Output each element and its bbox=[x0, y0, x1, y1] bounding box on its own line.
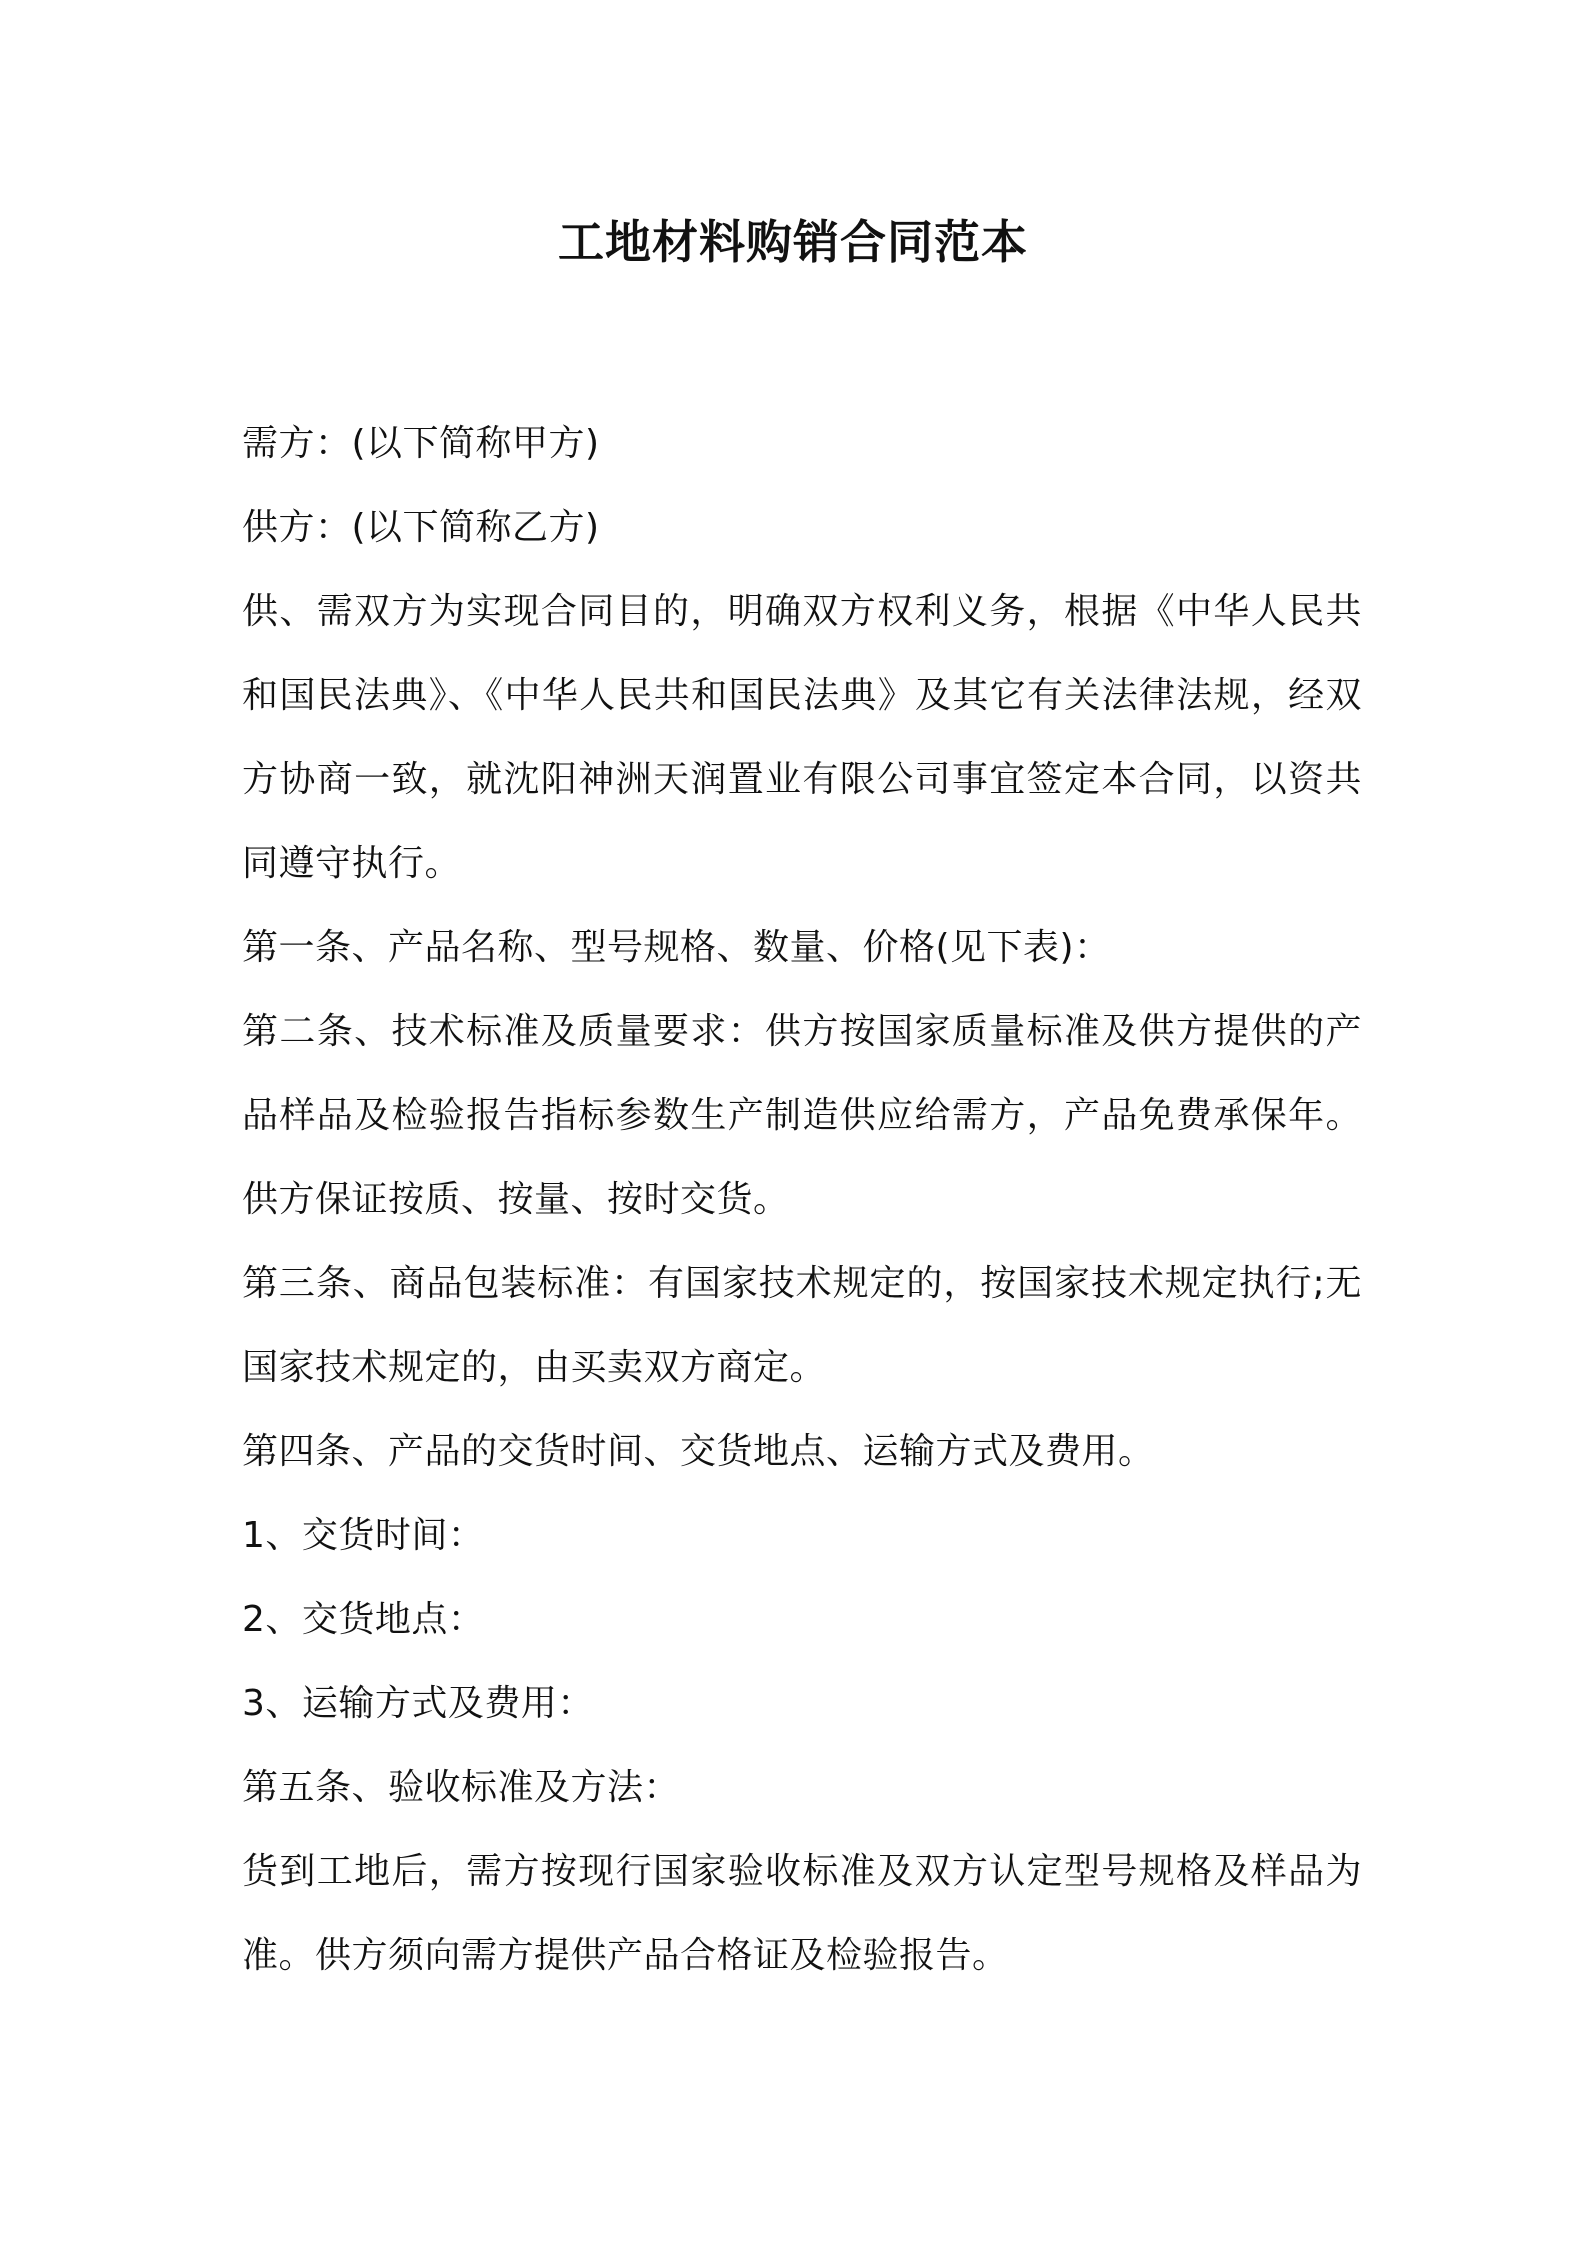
preamble-paragraph: 供、需双方为实现合同目的，明确双方权利义务，根据《中华人民共和国民法典》、《中华人民共和国民法典》及其它有关法律法规，经双方协商一致，就沈阳神洲天润置业有限公司事宜签定本合同，以资共同遵守执行。 bbox=[242, 591, 1362, 884]
article-2: 第二条、技术标准及质量要求：供方按国家质量标准及供方提供的产品样品及检验报告指标参数生产制造供应给需方，产品免费承保年。供方保证按质、按量、按时交货。 bbox=[242, 1011, 1362, 1220]
article-4: 第四条、产品的交货时间、交货地点、运输方式及费用。 bbox=[242, 1431, 1155, 1472]
party-a-line: 需方：(以下简称甲方) bbox=[242, 423, 600, 464]
delivery-location-item: 2、交货地点： bbox=[242, 1599, 485, 1640]
transport-cost-item: 3、运输方式及费用： bbox=[242, 1683, 594, 1724]
article-1: 第一条、产品名称、型号规格、数量、价格(见下表)： bbox=[242, 927, 1111, 968]
article-5: 第五条、验收标准及方法： bbox=[242, 1767, 681, 1808]
article-3: 第三条、商品包装标准：有国家技术规定的，按国家技术规定执行;无国家技术规定的，由买卖双方商定。 bbox=[242, 1263, 1362, 1388]
delivery-time-item: 1、交货时间： bbox=[242, 1515, 485, 1556]
party-b-line: 供方：(以下简称乙方) bbox=[242, 507, 600, 548]
acceptance-paragraph: 货到工地后，需方按现行国家验收标准及双方认定型号规格及样品为准。供方须向需方提供产品合格证及检验报告。 bbox=[242, 1851, 1362, 1976]
document-body bbox=[242, 402, 1362, 1998]
document-title: 工地材料购销合同范本 bbox=[558, 215, 1028, 269]
